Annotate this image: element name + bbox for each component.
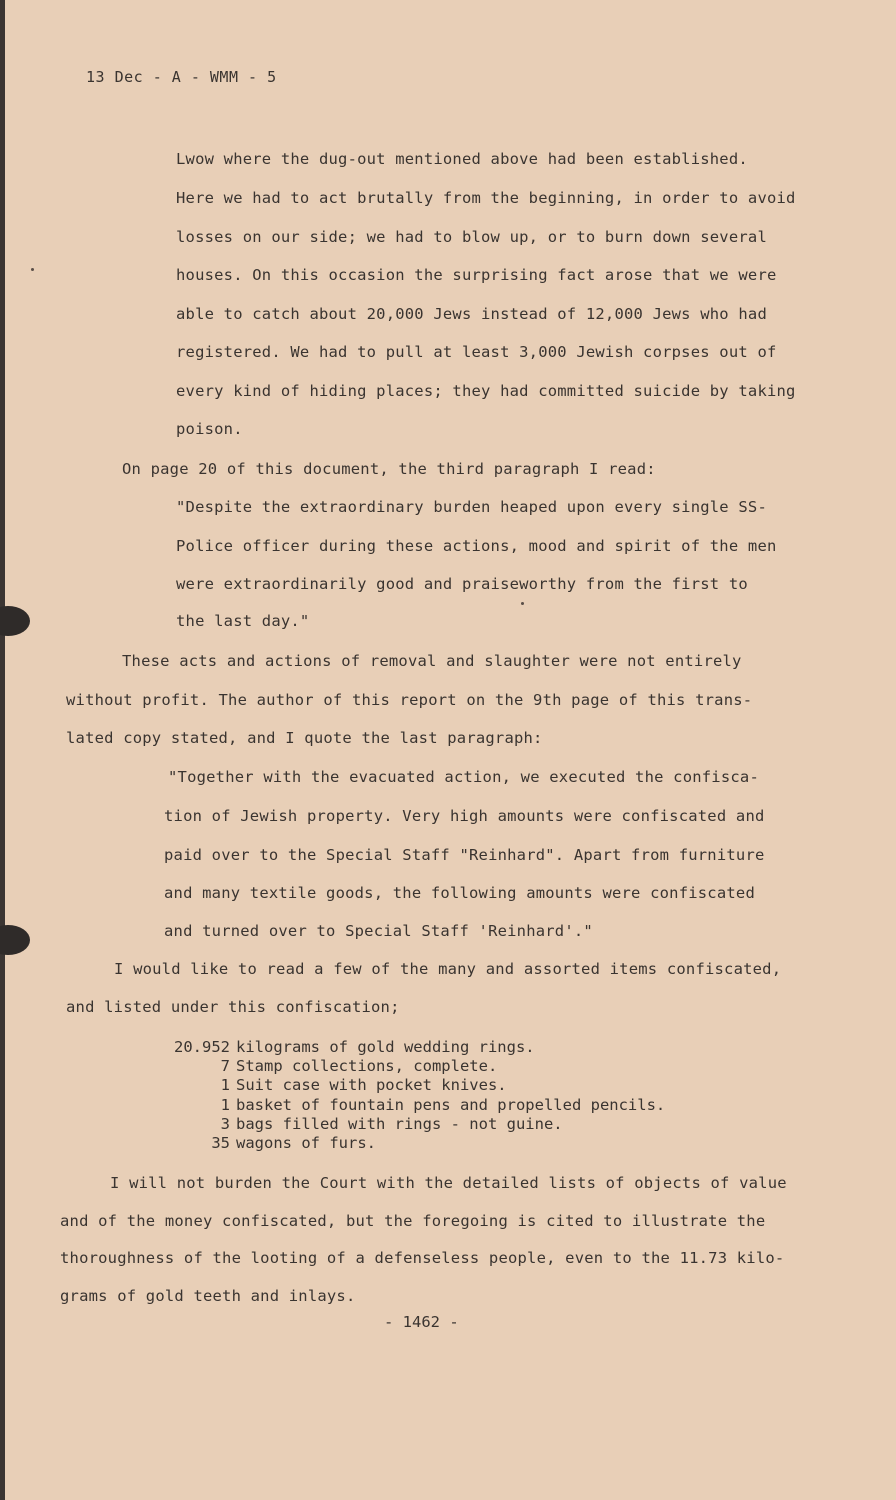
quote3-line-2: tion of Jewish property. Very high amounts were confiscated and <box>164 807 765 825</box>
quote3-line-3: paid over to the Special Staff "Reinhard". Apart from furniture <box>164 846 765 864</box>
para5-line-4: grams of gold teeth and inlays. <box>60 1287 356 1305</box>
para4-line-1: I would like to read a few of the many and assorted items confiscated, <box>114 960 782 978</box>
item-quantity: 35 <box>211 1134 230 1152</box>
page-left-edge <box>0 0 5 1500</box>
quote2-line-2: Police officer during these actions, mood and spirit of the men <box>176 537 777 555</box>
quote2-line-1: "Despite the extraordinary burden heaped upon every single SS- <box>176 498 767 516</box>
item-quantity: 3 <box>220 1115 230 1133</box>
para3-line-2: without profit. The author of this report on the 9th page of this trans- <box>66 691 753 709</box>
quote1-line-6: registered. We had to pull at least 3,000 Jewish corpses out of <box>176 343 777 361</box>
para5-line-2: and of the money confiscated, but the foregoing is cited to illustrate the <box>60 1212 766 1230</box>
ink-speck <box>521 602 524 605</box>
item-quantity: 7 <box>220 1057 230 1075</box>
item-quantity: 1 <box>220 1096 230 1114</box>
quote1-line-4: houses. On this occasion the surprising fact arose that we were <box>176 266 777 284</box>
page-number: - 1462 - <box>384 1313 459 1331</box>
item-description: kilograms of gold wedding rings. <box>236 1038 535 1056</box>
punch-hole-upper <box>0 606 30 636</box>
item-description: wagons of furs. <box>236 1134 376 1152</box>
para5-line-3: thoroughness of the looting of a defenseless people, even to the 11.73 kilo- <box>60 1249 785 1267</box>
list-item <box>168 1057 497 1075</box>
item-description: Suit case with pocket knives. <box>236 1076 507 1094</box>
para3-line-1: These acts and actions of removal and slaughter were not entirely <box>122 652 742 670</box>
para3-line-3: lated copy stated, and I quote the last paragraph: <box>66 729 543 747</box>
quote3-line-4: and many textile goods, the following amounts were confiscated <box>164 884 755 902</box>
document-header: 13 Dec - A - WMM - 5 <box>86 68 277 86</box>
item-quantity: 20.952 <box>174 1038 230 1056</box>
punch-hole-lower <box>0 925 30 955</box>
ink-speck <box>31 268 34 271</box>
list-item <box>168 1076 507 1094</box>
list-item <box>168 1134 376 1152</box>
para5-line-1: I will not burden the Court with the detailed lists of objects of value <box>110 1174 787 1192</box>
quote1-line-8: poison. <box>176 420 243 438</box>
list-item <box>168 1115 563 1133</box>
item-description: Stamp collections, complete. <box>236 1057 498 1075</box>
quote1-line-3: losses on our side; we had to blow up, or to burn down several <box>176 228 767 246</box>
quote1-line-1: Lwow where the dug-out mentioned above had been established. <box>176 150 748 168</box>
list-item <box>168 1096 665 1114</box>
quote3-line-1: "Together with the evacuated action, we executed the confisca- <box>168 768 759 786</box>
item-quantity: 1 <box>220 1076 230 1094</box>
item-description: bags filled with rings - not guine. <box>236 1115 563 1133</box>
quote2-line-4: the last day." <box>176 612 310 630</box>
quote1-line-5: able to catch about 20,000 Jews instead of 12,000 Jews who had <box>176 305 767 323</box>
list-item <box>168 1038 535 1056</box>
intro-paragraph-2: On page 20 of this document, the third paragraph I read: <box>122 460 656 478</box>
para4-line-2: and listed under this confiscation; <box>66 998 400 1016</box>
quote2-line-3: were extraordinarily good and praiseworthy from the first to <box>176 575 748 593</box>
item-description: basket of fountain pens and propelled pencils. <box>236 1096 666 1114</box>
quote1-line-2: Here we had to act brutally from the beginning, in order to avoid <box>176 189 796 207</box>
quote3-line-5: and turned over to Special Staff 'Reinhard'." <box>164 922 593 940</box>
quote1-line-7: every kind of hiding places; they had committed suicide by taking <box>176 382 796 400</box>
